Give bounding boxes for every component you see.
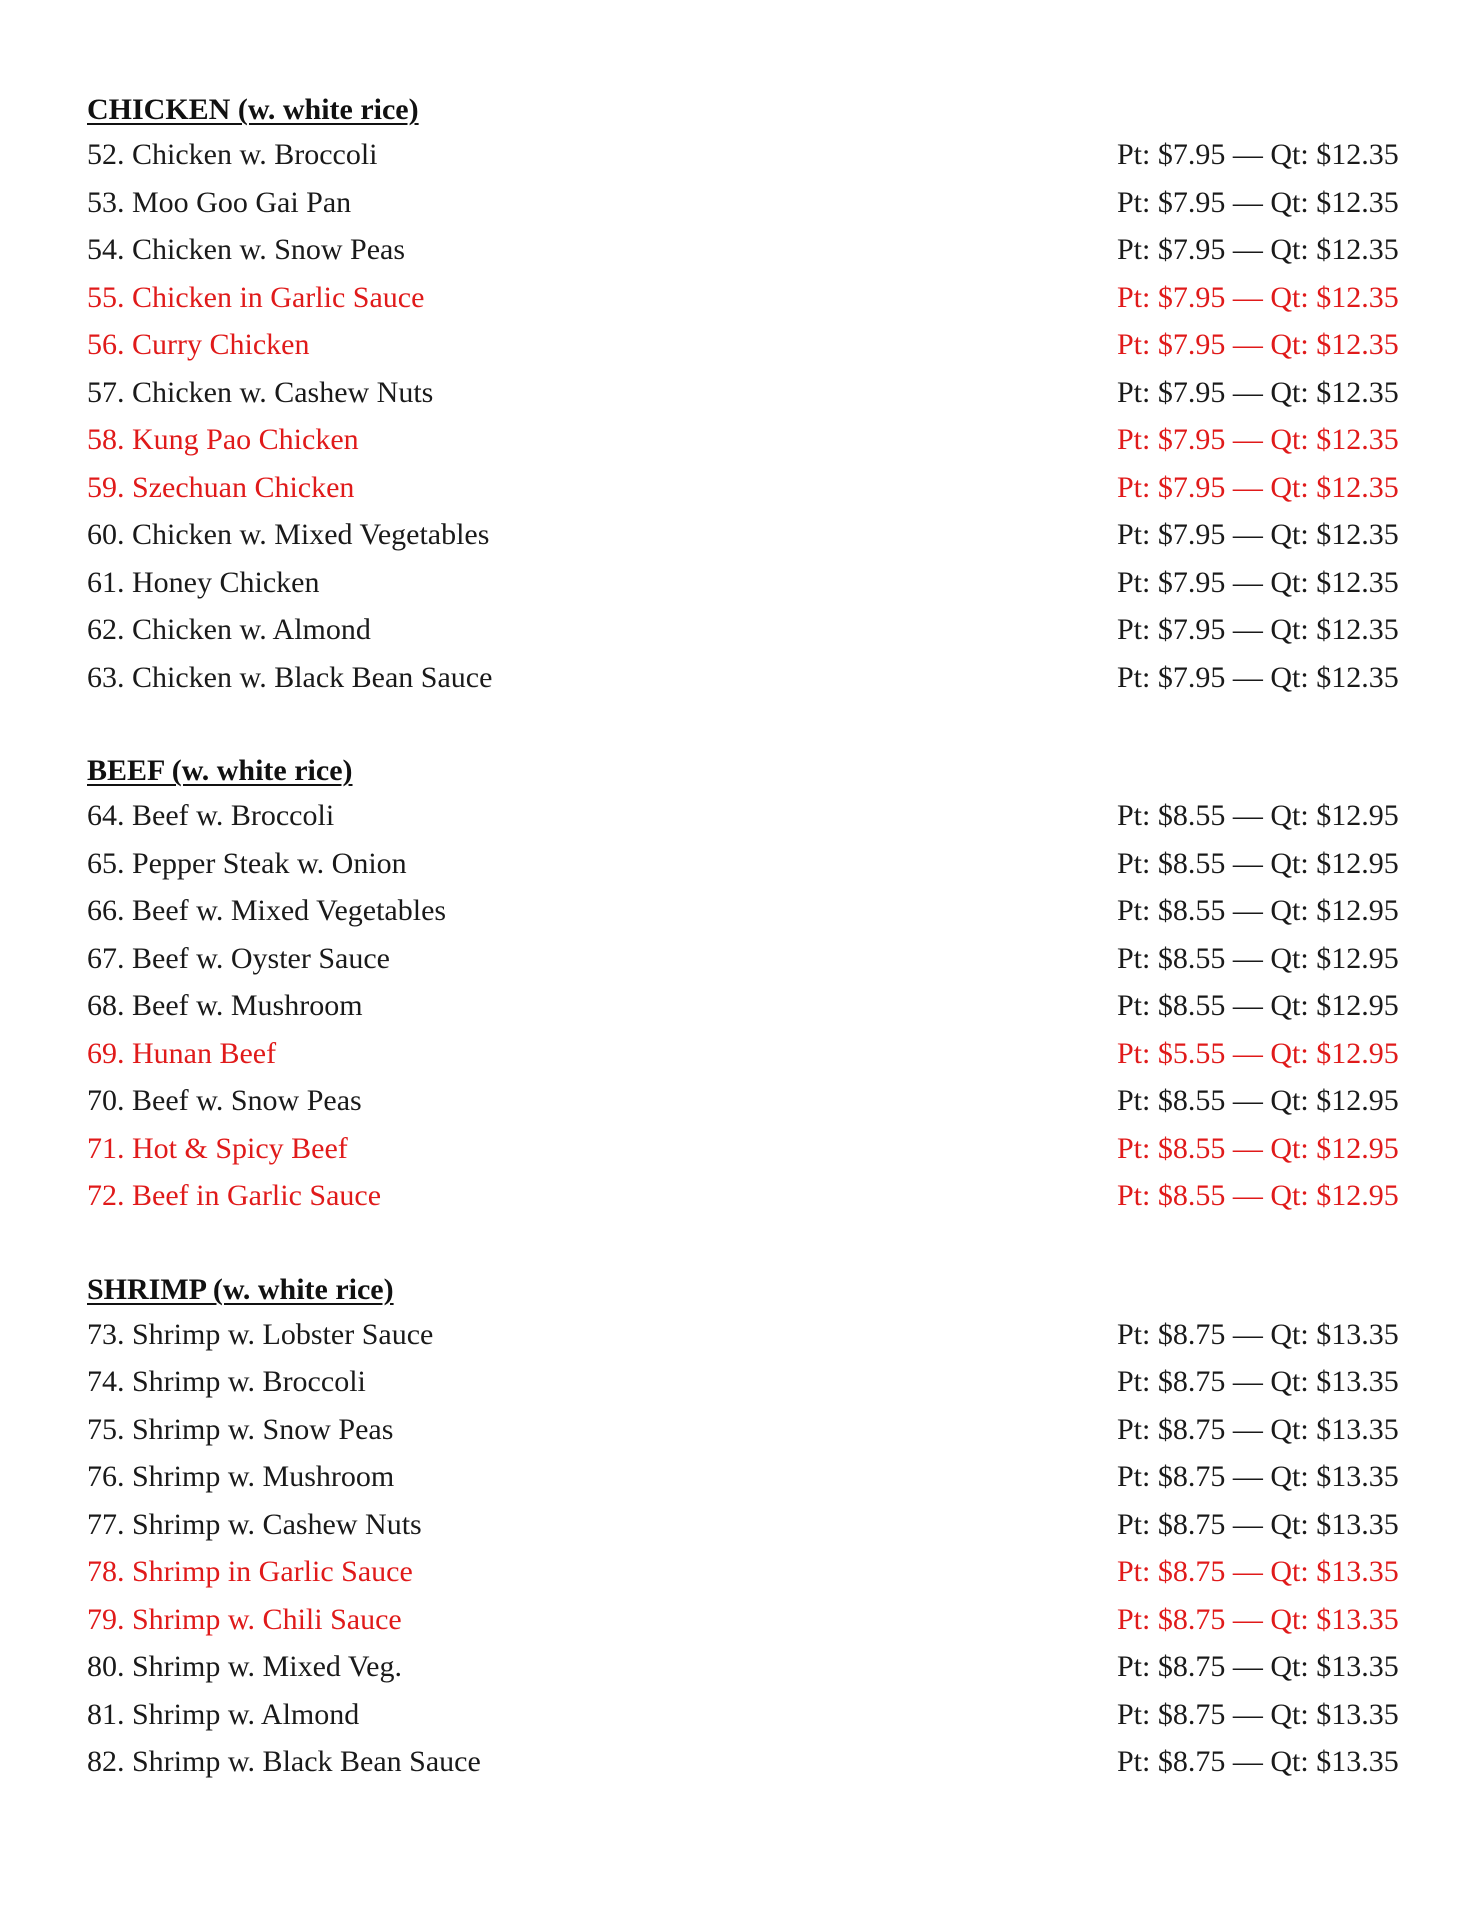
item-name: 79. Shrimp w. Chili Sauce [87, 1602, 402, 1636]
item-name: 66. Beef w. Mixed Vegetables [87, 894, 447, 927]
item-price: Pt: $7.95 — Qt: $12.35 [1117, 565, 1399, 599]
item-price: Pt: $8.75 — Qt: $13.35 [1117, 1602, 1399, 1636]
item-price: Pt: $7.95 — Qt: $12.35 [1117, 138, 1399, 171]
item-name: 62. Chicken w. Almond [87, 613, 371, 646]
menu-item [87, 1691, 1397, 1739]
item-price: Pt: $8.55 — Qt: $12.95 [1117, 1084, 1399, 1117]
menu-item [87, 1501, 1397, 1549]
item-name: 72. Beef in Garlic Sauce [87, 1179, 382, 1212]
item-price: Pt: $7.95 — Qt: $12.35 [1117, 518, 1399, 551]
item-name: 77. Shrimp w. Cashew Nuts [87, 1507, 422, 1541]
item-name: 53. Moo Goo Gai Pan [87, 185, 352, 219]
menu-item [87, 1125, 1397, 1173]
item-price: Pt: $8.55 — Qt: $12.95 [1117, 1179, 1399, 1212]
item-price: Pt: $8.55 — Qt: $12.95 [1117, 1131, 1399, 1165]
item-name: 56. Curry Chicken [87, 328, 310, 361]
item-name: 55. Chicken in Garlic Sauce [87, 280, 425, 314]
menu-item [87, 1406, 1397, 1454]
item-name: 64. Beef w. Broccoli [87, 799, 335, 832]
menu-item [87, 559, 1397, 607]
item-name: 80. Shrimp w. Mixed Veg. [87, 1650, 402, 1683]
menu-item [87, 131, 1397, 179]
menu-item [87, 887, 1397, 935]
menu-item [87, 1548, 1397, 1596]
menu-item [87, 1172, 1397, 1220]
item-price: Pt: $8.55 — Qt: $12.95 [1117, 941, 1399, 975]
item-price: Pt: $8.75 — Qt: $13.35 [1117, 1650, 1399, 1683]
menu-item [87, 179, 1397, 227]
menu-item [87, 1596, 1397, 1644]
item-price: Pt: $8.75 — Qt: $13.35 [1117, 1460, 1399, 1493]
item-name: 75. Shrimp w. Snow Peas [87, 1412, 394, 1446]
item-price: Pt: $7.95 — Qt: $12.35 [1117, 185, 1399, 219]
menu-section-chicken [87, 88, 1397, 701]
menu-item [87, 226, 1397, 274]
item-name: 69. Hunan Beef [87, 1036, 277, 1070]
item-price: Pt: $8.55 — Qt: $12.95 [1117, 799, 1399, 832]
item-price: Pt: $7.95 — Qt: $12.35 [1117, 375, 1399, 409]
item-price: Pt: $7.95 — Qt: $12.35 [1117, 280, 1399, 314]
menu-list [87, 1311, 1397, 1786]
menu-item [87, 1453, 1397, 1501]
item-price: Pt: $8.75 — Qt: $13.35 [1117, 1745, 1399, 1778]
menu-list [87, 131, 1397, 701]
item-name: 71. Hot & Spicy Beef [87, 1131, 348, 1165]
item-name: 54. Chicken w. Snow Peas [87, 233, 406, 266]
item-name: 59. Szechuan Chicken [87, 470, 355, 504]
item-price: Pt: $7.95 — Qt: $12.35 [1117, 470, 1399, 504]
item-name: 68. Beef w. Mushroom [87, 989, 363, 1022]
item-price: Pt: $8.75 — Qt: $13.35 [1117, 1507, 1399, 1541]
menu-item [87, 1030, 1397, 1078]
item-name: 65. Pepper Steak w. Onion [87, 846, 407, 880]
item-price: Pt: $7.95 — Qt: $12.35 [1117, 660, 1399, 694]
menu-item [87, 1311, 1397, 1359]
menu-item [87, 606, 1397, 654]
item-price: Pt: $8.55 — Qt: $12.95 [1117, 846, 1399, 880]
item-name: 73. Shrimp w. Lobster Sauce [87, 1317, 434, 1351]
item-price: Pt: $8.75 — Qt: $13.35 [1117, 1412, 1399, 1446]
item-name: 52. Chicken w. Broccoli [87, 138, 378, 171]
item-name: 61. Honey Chicken [87, 565, 320, 599]
item-price: Pt: $7.95 — Qt: $12.35 [1117, 423, 1399, 456]
item-price: Pt: $8.75 — Qt: $13.35 [1117, 1697, 1399, 1731]
item-name: 67. Beef w. Oyster Sauce [87, 941, 390, 975]
menu-item [87, 511, 1397, 559]
item-price: Pt: $7.95 — Qt: $12.35 [1117, 233, 1399, 266]
item-name: 60. Chicken w. Mixed Vegetables [87, 518, 490, 551]
item-name: 70. Beef w. Snow Peas [87, 1084, 362, 1117]
item-name: 81. Shrimp w. Almond [87, 1697, 360, 1731]
item-price: Pt: $8.75 — Qt: $13.35 [1117, 1555, 1399, 1588]
menu-list [87, 792, 1397, 1220]
item-name: 78. Shrimp in Garlic Sauce [87, 1555, 413, 1588]
item-name: 57. Chicken w. Cashew Nuts [87, 375, 434, 409]
menu-item [87, 369, 1397, 417]
section-title: SHRIMP (w. white rice) [87, 1272, 394, 1306]
item-price: Pt: $7.95 — Qt: $12.35 [1117, 613, 1399, 646]
menu-page [87, 88, 1397, 1786]
item-price: Pt: $5.55 — Qt: $12.95 [1117, 1036, 1399, 1070]
item-name: 74. Shrimp w. Broccoli [87, 1365, 366, 1398]
menu-item [87, 464, 1397, 512]
item-price: Pt: $8.75 — Qt: $13.35 [1117, 1317, 1399, 1351]
item-price: Pt: $8.55 — Qt: $12.95 [1117, 989, 1399, 1022]
menu-item [87, 1358, 1397, 1406]
menu-item [87, 792, 1397, 840]
item-name: 58. Kung Pao Chicken [87, 423, 359, 456]
menu-item [87, 1738, 1397, 1786]
menu-item [87, 321, 1397, 369]
item-price: Pt: $8.55 — Qt: $12.95 [1117, 894, 1399, 927]
menu-item [87, 654, 1397, 702]
section-title: CHICKEN (w. white rice) [87, 93, 419, 126]
menu-item [87, 274, 1397, 322]
menu-section-shrimp [87, 1268, 1397, 1786]
section-title: BEEF (w. white rice) [87, 754, 353, 787]
menu-item [87, 982, 1397, 1030]
menu-item [87, 1643, 1397, 1691]
menu-item [87, 416, 1397, 464]
menu-item [87, 935, 1397, 983]
item-name: 63. Chicken w. Black Bean Sauce [87, 660, 493, 694]
item-price: Pt: $8.75 — Qt: $13.35 [1117, 1365, 1399, 1398]
menu-item [87, 840, 1397, 888]
item-price: Pt: $7.95 — Qt: $12.35 [1117, 328, 1399, 361]
menu-section-beef [87, 749, 1397, 1220]
item-name: 76. Shrimp w. Mushroom [87, 1460, 395, 1493]
item-name: 82. Shrimp w. Black Bean Sauce [87, 1745, 481, 1778]
menu-item [87, 1077, 1397, 1125]
